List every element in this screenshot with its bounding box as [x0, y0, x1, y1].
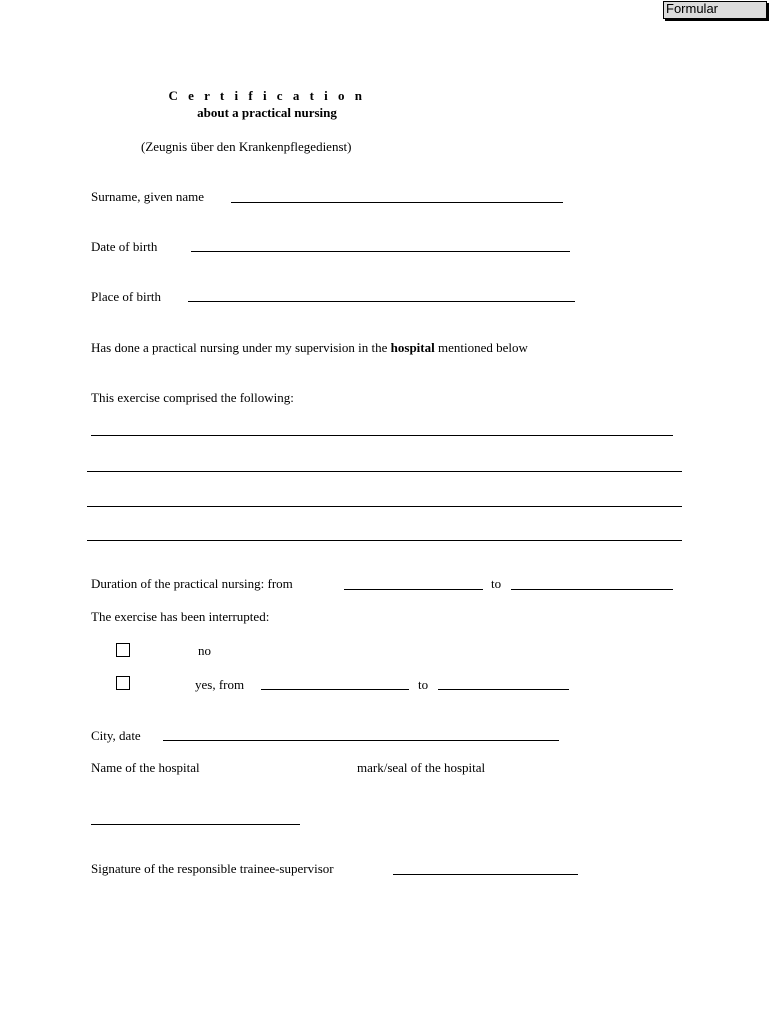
interrupted-yes-checkbox[interactable]: [116, 676, 130, 690]
interrupted-to-label: to: [418, 677, 429, 692]
interrupted-from-field[interactable]: [261, 689, 409, 690]
interrupted-no-checkbox[interactable]: [116, 643, 130, 657]
interrupted-label: The exercise has been interrupted:: [91, 609, 270, 624]
duration-to-label: to: [491, 576, 502, 591]
exercise-line-1[interactable]: [91, 435, 673, 436]
formular-tab-label: Formular: [666, 1, 719, 16]
exercise-line-2[interactable]: [87, 471, 682, 472]
duration-to-field[interactable]: [511, 589, 673, 590]
statement-suffix: mentioned below: [434, 340, 528, 355]
exercise-line-4[interactable]: [87, 540, 682, 541]
statement-prefix: Has done a practical nursing under my supervision in the: [91, 340, 391, 355]
document-subtitle-bold: about a practical nursing: [197, 105, 337, 120]
signature-field[interactable]: [393, 874, 578, 875]
dob-label: Date of birth: [91, 239, 158, 254]
supervision-statement: [91, 340, 528, 356]
dob-field[interactable]: [191, 251, 570, 252]
document-subtitle-german: (Zeugnis über den Krankenpflegedienst): [141, 139, 352, 154]
statement-bold: hospital: [390, 340, 435, 355]
surname-label: Surname, given name: [91, 189, 204, 204]
document-title: C e r t i f i c a t i o n: [168, 88, 366, 103]
city-date-label: City, date: [91, 728, 141, 743]
interrupted-to-field[interactable]: [438, 689, 569, 690]
exercise-line-3[interactable]: [87, 506, 682, 507]
surname-field[interactable]: [231, 202, 563, 203]
duration-label: Duration of the practical nursing: from: [91, 576, 293, 591]
city-date-field[interactable]: [163, 740, 559, 741]
exercise-label: This exercise comprised the following:: [91, 390, 294, 405]
duration-from-field[interactable]: [344, 589, 483, 590]
interrupted-yes-label: yes, from: [195, 677, 245, 692]
signature-label: Signature of the responsible trainee-supervisor: [91, 861, 334, 876]
hospital-name-field[interactable]: [91, 824, 300, 825]
pob-field[interactable]: [188, 301, 575, 302]
hospital-seal-label: mark/seal of the hospital: [357, 760, 486, 775]
formular-tab[interactable]: [663, 1, 767, 19]
hospital-name-label: Name of the hospital: [91, 760, 200, 775]
pob-label: Place of birth: [91, 289, 162, 304]
interrupted-no-label: no: [198, 643, 211, 658]
